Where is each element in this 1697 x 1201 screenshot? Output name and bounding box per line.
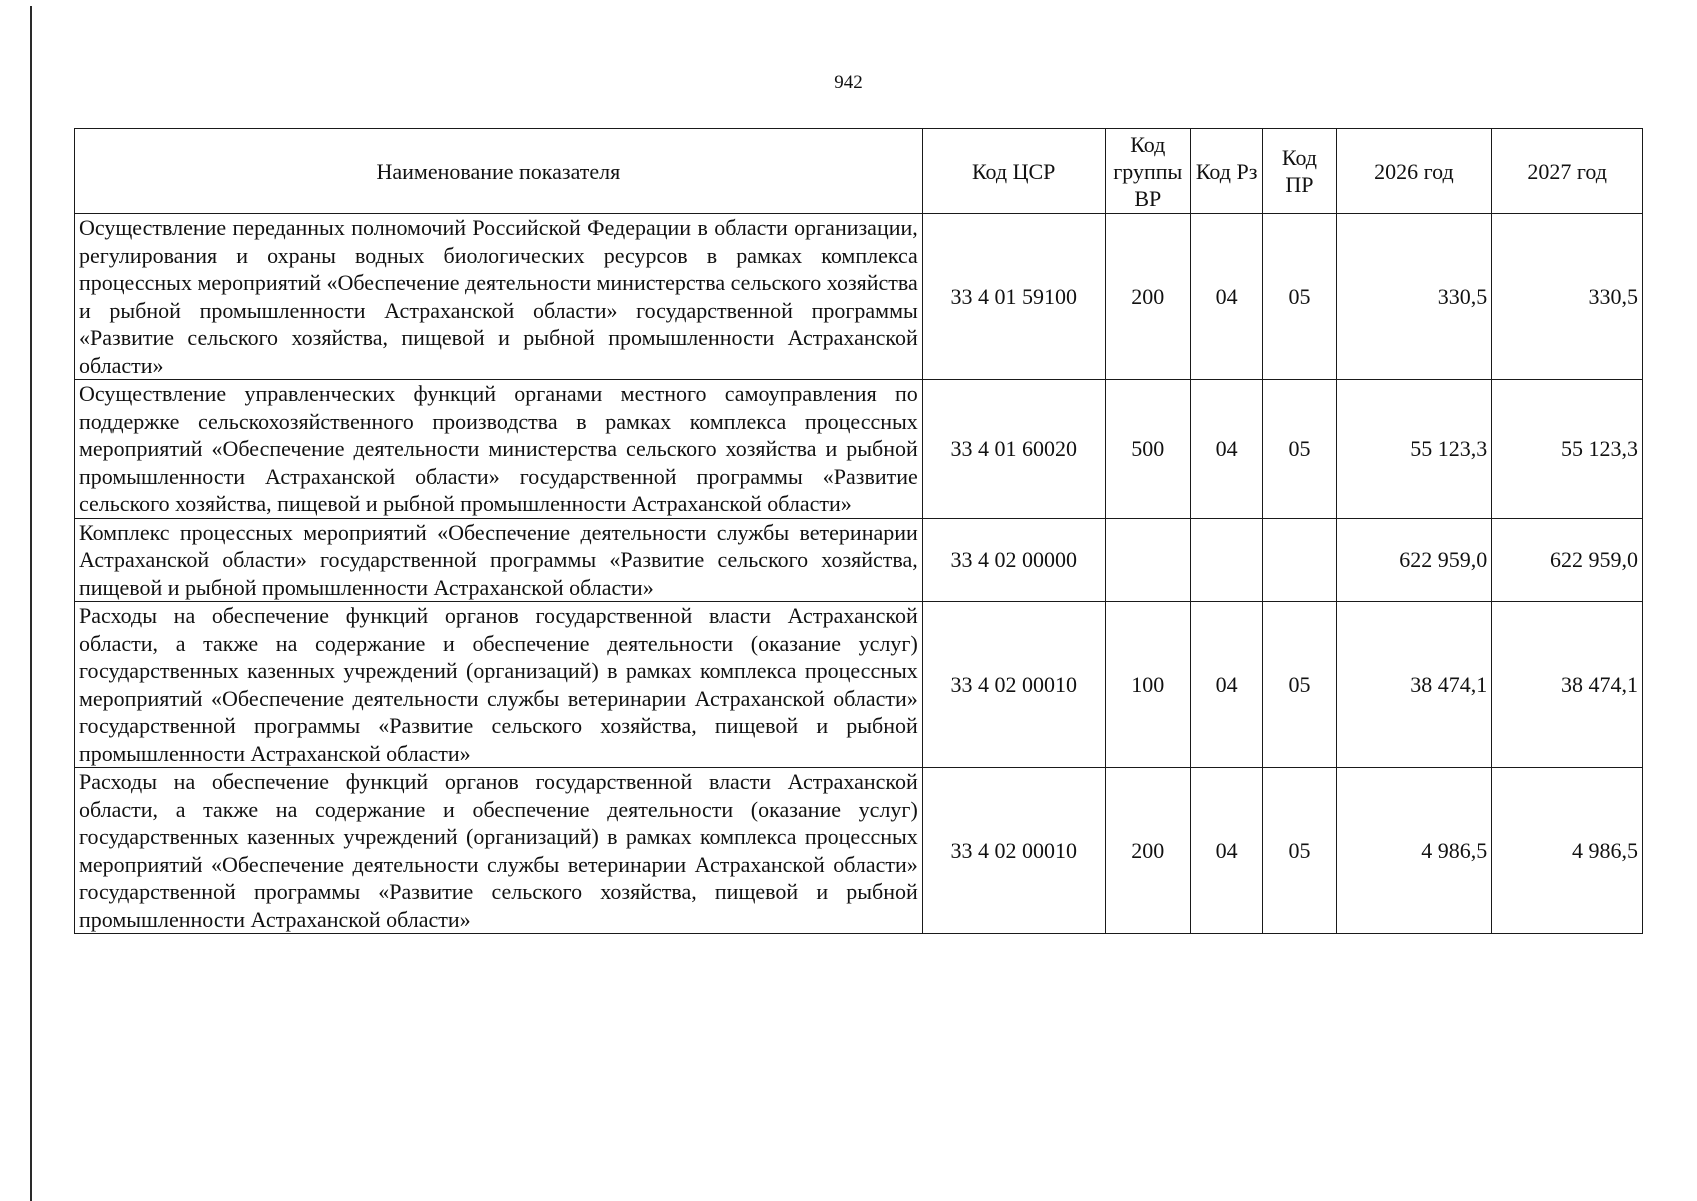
row-rz-code: 04 — [1190, 768, 1262, 934]
row-csr-code: 33 4 01 60020 — [922, 380, 1105, 519]
header-year-2026: 2026 год — [1336, 129, 1492, 214]
row-amount-2026: 4 986,5 — [1336, 768, 1492, 934]
row-amount-2027: 38 474,1 — [1492, 602, 1643, 768]
row-pr-code: 05 — [1263, 602, 1336, 768]
row-amount-2027: 330,5 — [1492, 214, 1643, 380]
table-row — [75, 380, 1643, 519]
row-vr-code: 100 — [1105, 602, 1190, 768]
table-row — [75, 518, 1643, 602]
row-amount-2026: 55 123,3 — [1336, 380, 1492, 519]
row-csr-code: 33 4 02 00010 — [922, 768, 1105, 934]
row-amount-2026: 330,5 — [1336, 214, 1492, 380]
row-amount-2026: 622 959,0 — [1336, 518, 1492, 602]
row-amount-2026: 38 474,1 — [1336, 602, 1492, 768]
row-name: Осуществление управленческих функций органами местного самоуправления по поддержке сельскохозяйственного производства в рамках комплекса процессных мероприятий «Обеспечение деятельности министерства сельского хозяйства и рыбной промышленности Астраханской области» государственной программы «Развитие сельского хозяйства, пищевой и рыбной промышленности Астраханской области» — [75, 380, 923, 519]
row-rz-code — [1190, 518, 1262, 602]
header-year-2027: 2027 год — [1492, 129, 1643, 214]
table-header-row — [75, 129, 1643, 214]
row-vr-code: 200 — [1105, 214, 1190, 380]
row-vr-code: 500 — [1105, 380, 1190, 519]
budget-table — [74, 128, 1643, 934]
row-csr-code: 33 4 02 00000 — [922, 518, 1105, 602]
table-row — [75, 214, 1643, 380]
row-pr-code — [1263, 518, 1336, 602]
row-name: Осуществление переданных полномочий Российской Федерации в области организации, регулирования и охраны водных биологических ресурсов в рамках комплекса процессных мероприятий «Обеспечение деятельности министерства сельского хозяйства и рыбной промышленности Астраханской области» государственной программы «Развитие сельского хозяйства, пищевой и рыбной промышленности Астраханской области» — [75, 214, 923, 380]
table-row — [75, 602, 1643, 768]
row-name: Расходы на обеспечение функций органов государственной власти Астраханской области, а также на содержание и обеспечение деятельности (оказание услуг) государственных казенных учреждений (организаций) в рамках комплекса процессных мероприятий «Обеспечение деятельности службы ветеринарии Астраханской области» государственной программы «Развитие сельского хозяйства, пищевой и рыбной промышленности Астраханской области» — [75, 602, 923, 768]
row-vr-code — [1105, 518, 1190, 602]
row-csr-code: 33 4 01 59100 — [922, 214, 1105, 380]
row-amount-2027: 4 986,5 — [1492, 768, 1643, 934]
page-margin-line — [30, 6, 32, 1201]
row-pr-code: 05 — [1263, 380, 1336, 519]
header-rz-code: Код Рз — [1190, 129, 1262, 214]
header-vr-code: Код группы ВР — [1105, 129, 1190, 214]
row-rz-code: 04 — [1190, 380, 1262, 519]
row-name: Расходы на обеспечение функций органов государственной власти Астраханской области, а также на содержание и обеспечение деятельности (оказание услуг) государственных казенных учреждений (организаций) в рамках комплекса процессных мероприятий «Обеспечение деятельности службы ветеринарии Астраханской области» государственной программы «Развитие сельского хозяйства, пищевой и рыбной промышленности Астраханской области» — [75, 768, 923, 934]
row-pr-code: 05 — [1263, 214, 1336, 380]
row-vr-code: 200 — [1105, 768, 1190, 934]
header-pr-code: Код ПР — [1263, 129, 1336, 214]
row-csr-code: 33 4 02 00010 — [922, 602, 1105, 768]
row-amount-2027: 55 123,3 — [1492, 380, 1643, 519]
header-csr-code: Код ЦСР — [922, 129, 1105, 214]
header-name: Наименование показателя — [75, 129, 923, 214]
table-row — [75, 768, 1643, 934]
row-rz-code: 04 — [1190, 214, 1262, 380]
row-pr-code: 05 — [1263, 768, 1336, 934]
row-amount-2027: 622 959,0 — [1492, 518, 1643, 602]
row-name: Комплекс процессных мероприятий «Обеспечение деятельности службы ветеринарии Астраханской области» государственной программы «Развитие сельского хозяйства, пищевой и рыбной промышленности Астраханской области» — [75, 518, 923, 602]
page-number: 942 — [834, 72, 863, 93]
row-rz-code: 04 — [1190, 602, 1262, 768]
